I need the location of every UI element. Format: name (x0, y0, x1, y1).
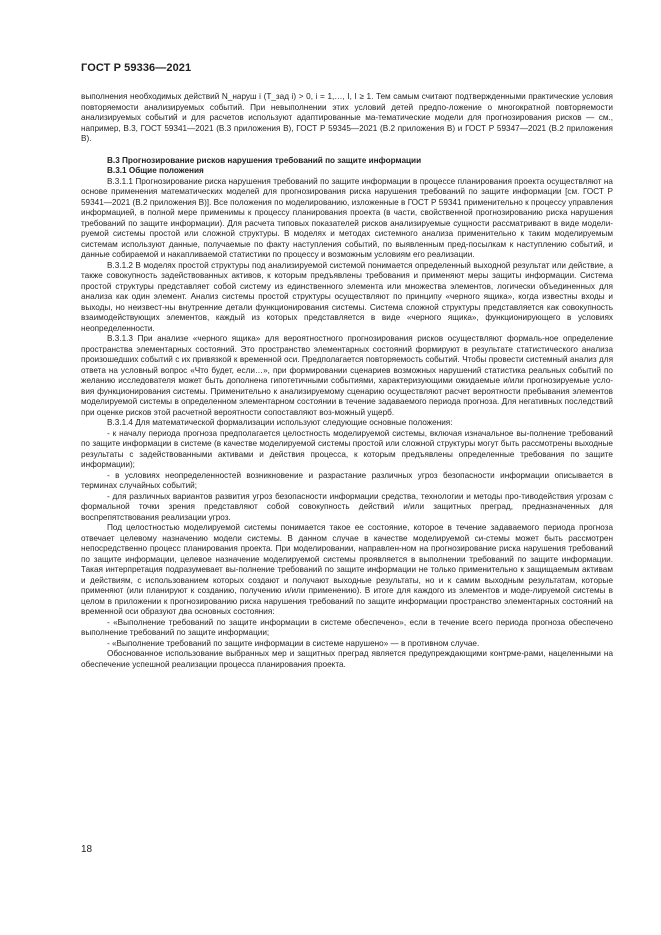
paragraph: В.3.1.2 В моделях простой структуры под анализируемой системой понимается определенный выходной результат или действие, а также совокупность задействованных активов, к которым предъявлены требования и применяют меры защиты информации. Система простой структуры представляет собой систему из единственного элемента или множества элементов, логически объединенных для анализа как один элемент. Анализ системы простой структуры осуществляют по принципу «черного ящика», когда известны входы и выходы, но неизвест-ны внутренние детали функционирования системы. Система сложной структуры представляется как совокупность взаимодействующих элементов, каждый из которых представляется в виде «черного ящика», функционирующего в условиях неопределенности. (81, 260, 613, 333)
document-header (81, 62, 191, 74)
paragraph: Обоснованное использование выбранных мер и защитных преград является предупреждающими контрме-рами, нацеленными на обеспечение успешной реализации процесса планирования проекта. (81, 649, 613, 669)
paragraph: - в условиях неопределенностей возникновение и разрастание различных угроз безопасности информации описывается в терминах случайных событий; (81, 470, 613, 490)
page-number: 18 (81, 844, 93, 855)
section-heading: В.3.1 Общие положения (107, 166, 204, 175)
paragraph: В.3.1.1 Прогнозирование риска нарушения требований по защите информации в процессе планирования проекта осуществляют на основе применения математических моделей для прогнозирования риска нарушения требований по защите информации [см. ГОСТ Р 59341—2021 (В.2 приложения В)]. Все положения по моделированию, изложенные в ГОСТ Р 59341 применительно к процессу управления информацией, в полной мере применимы к процессу планирования проекта (в части, свойственной прогнозированию риска нарушения требований по защите информации). Для расчета типовых показателей рисков анализируемые сущности рассматривают в виде модели-руемой системы простой или сложной структуры. В моделях и методах системного анализа применительно к таким моделируемым системам используют данные, получаемые по факту наступления событий, по выявленным пред-посылкам к наступлению событий, и данные собираемой и накапливаемой статистики по процессу и возможным условиям его реализации. (81, 176, 613, 259)
paragraph: Под целостностью моделируемой системы понимается такое ее состояние, которое в течение задаваемого периода прогноза отвечает целевому назначению модели системы. В данном случае в качестве моделируемой си-стемы может быть рассмотрен непосредственно процесс планирования проекта. При моделировании, направлен-ном на прогнозирование риска нарушения требований по защите информации, целевое назначение моделируемой системы проявляется в выполнении требований по защите информации. Такая интерпретация подразумевает вы-полнение требований по защите информации не только применительно к защищаемым активам и действиям, с использованием которых создают и получают выходные результаты, но и к самим выходным результатам, которые применяют (или планируют к созданию, получению и/или применению). В итоге для каждого из элементов и моде-лируемой системы в целом в приложении к прогнозированию риска нарушения требований по защите информации пространство элементарных состояний на временной оси образуют два основных состояния: (81, 523, 613, 616)
section-heading: В.3 Прогнозирование рисков нарушения требований по защите информации (107, 155, 422, 165)
paragraph: выполнения необходимых действий N_наруш i (T_зад i) > 0, i = 1,…, I, I ≥ 1. Тем самым считают подтвержденными практические условия повторяемости анализируемых событий. При невыполнении этих условий детей предпо-ложение о многократной повторяемости анализируемых событий и для расчетов используют адаптированные ма-тематические модели для прогнозирования рисков — см., например, В.3, ГОСТ 59341—2021 (В.3 приложения В), ГОСТ Р 59345—2021 (В.2 приложения В) и ГОСТ Р 59347—2021 (В.2 приложения В). (81, 92, 613, 143)
paragraph: В.3.1.4 Для математической формализации используют следующие основные положения: (107, 418, 453, 427)
paragraph: В.3.1.3 При анализе «черного ящика» для вероятностного прогнозирования рисков осуществляют формаль-ное определение пространства элементарных состояний. Это пространство элементарных состояний формируют в результате статистического анализа произошедших событий с их привязкой к временной оси. Предполагается повторяемость событий. Чтобы провести системный анализ для ответа на условный вопрос «Что будет, если…», при формировании сценариев возможных нарушений статистика реальных событий по желанию исследователя может быть дополнена гипотетичными событиями, характеризующими ожидаемые и/или прогнозируемые усло-вия функционирования системы. Применительно к анализируемому сценарию осуществляют расчет вероятности пребывания элементов моделируемой системы в определенном элементарном состоянии в течение задаваемого периода прогноза. Для негативных последствий при оценке рисков этой расчетной вероятности сопоставляют воз-можный ущерб. (81, 334, 613, 417)
paragraph: - к началу периода прогноза предполагается целостность моделируемой системы, включая изначальное вы-полнение требований по защите информации в системе (в качестве моделируемой системы простой или сложной структуры могут быть рассмотрены выходные результаты с задействованными активами и действия процесса, к которым предъявлены определенные требования по защите информации); (81, 428, 613, 469)
document-id: ГОСТ Р 59336—2021 (81, 62, 192, 74)
paragraph: - «Выполнение требований по защите информации в системе нарушено» — в противном случае. (107, 638, 480, 648)
document-body (81, 92, 613, 670)
paragraph: - «Выполнение требований по защите информации в системе обеспечено», если в течение всего периода прогноза обеспечено выполнение требований по защите информации; (81, 617, 613, 637)
paragraph: - для различных вариантов развития угроз безопасности информации средства, технологии и методы про-тиводействия угрозам с формальной точки зрения представляют собой совокупность действий и/или защитных преград, предназначенных для воспрепятствования реализации угроз. (81, 491, 613, 522)
